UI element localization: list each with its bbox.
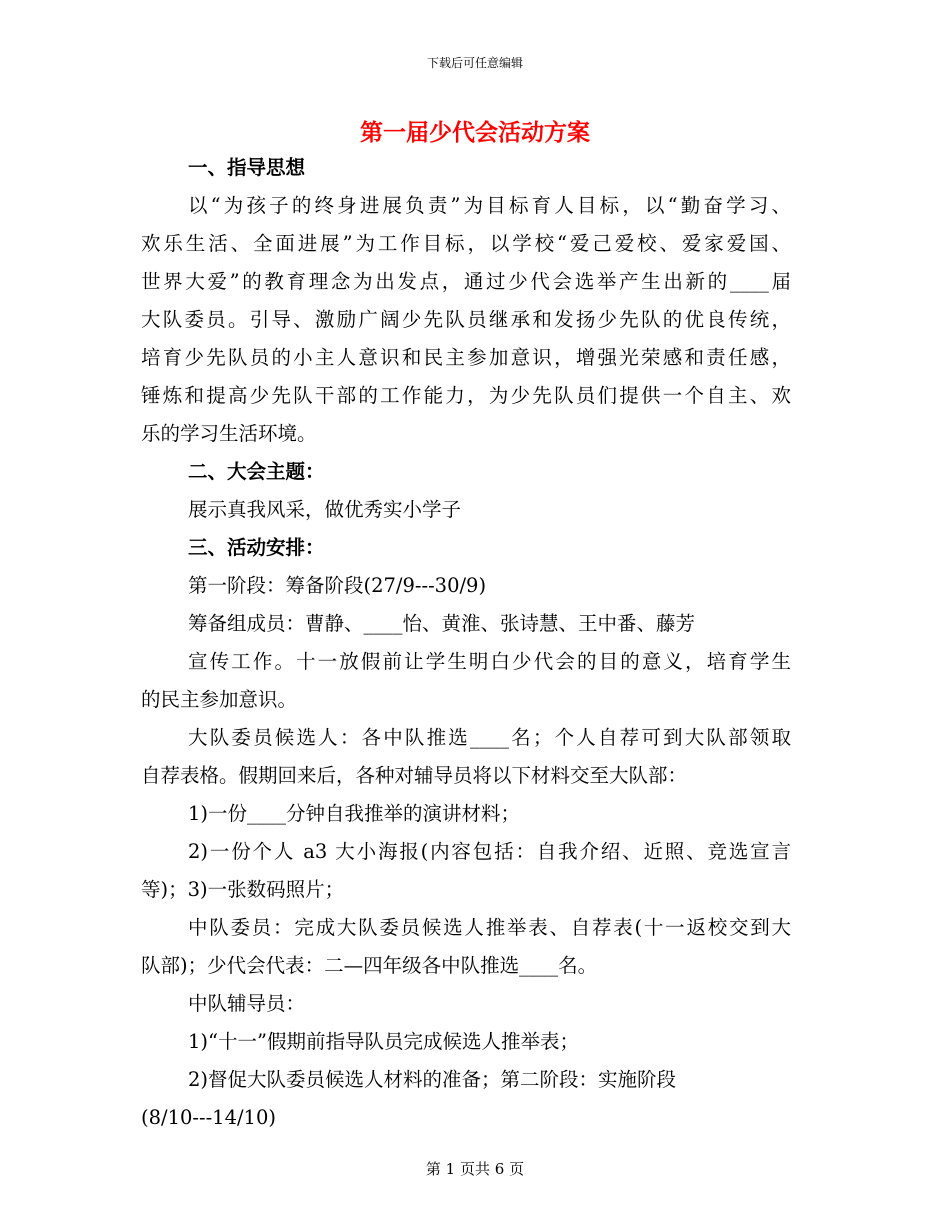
- paragraph-line: (8/10---14/10): [141, 1106, 276, 1129]
- paragraph-line: 锤炼和提高少先队干部的工作能力，为少先队员们提供一个自主、欢: [141, 384, 791, 407]
- section-heading: 三、活动安排：: [188, 536, 325, 559]
- paragraph-line: 展示真我风采，做优秀实小学子: [188, 498, 462, 521]
- paragraph-line: 大队委员。引导、激励广阔少先队员继承和发扬少先队的优良传统，: [141, 308, 791, 331]
- paragraph-line: 筹备组成员：曹静、____怡、黄淮、张诗慧、王中番、藤芳: [188, 612, 696, 635]
- paragraph-line: 2)一份个人 a3 大小海报(内容包括：自我介绍、近照、竞选宣言: [188, 840, 791, 863]
- paragraph-line: 的民主参加意识。: [141, 688, 298, 711]
- paragraph-line: 1)“十一”假期前指导队员完成候选人推举表；: [188, 1030, 579, 1053]
- paragraph-line: 宣传工作。十一放假前让学生明白少代会的目的意义，培育学生: [188, 650, 791, 673]
- paragraph-line: 队部)；少代会代表：二—四年级各中队推选____名。: [141, 954, 598, 977]
- paragraph-line: 自荐表格。假期回来后，各种对辅导员将以下材料交至大队部：: [141, 764, 688, 787]
- document-title: 第一届少代会活动方案: [360, 120, 590, 146]
- paragraph-line: 中队委员：完成大队委员候选人推举表、自荐表(十一返校交到大: [188, 916, 791, 939]
- paragraph-line: 世界大爱”的教育理念为出发点，通过少代会选举产生出新的____届: [141, 270, 791, 293]
- paragraph-line: 欢乐生活、全面进展”为工作目标，以学校“爱己爱校、爱家爱国、: [141, 232, 791, 255]
- paragraph-line: 大队委员候选人：各中队推选____名；个人自荐可到大队部领取: [188, 726, 791, 749]
- paragraph-line: 1)一份____分钟自我推举的演讲材料；: [188, 802, 521, 825]
- page-footer: 第 1 页共 6 页: [425, 1160, 525, 1178]
- section-heading: 一、指导思想: [188, 156, 306, 179]
- section-heading: 二、大会主题：: [188, 460, 325, 483]
- paragraph-line: 乐的学习生活环境。: [141, 422, 317, 445]
- paragraph-line: 中队辅导员：: [188, 992, 306, 1015]
- paragraph-line: 等)；3)一张数码照片；: [141, 878, 345, 901]
- paragraph-line: 培育少先队员的小主人意识和民主参加意识，增强光荣感和责任感，: [141, 346, 791, 369]
- paragraph-line: 第一阶段：筹备阶段(27/9---30/9): [188, 574, 487, 597]
- paragraph-line: 2)督促大队委员候选人材料的准备；第二阶段：实施阶段: [188, 1068, 677, 1091]
- page-header: 下载后可任意编辑: [426, 56, 523, 70]
- paragraph-line: 以“为孩子的终身进展负责”为目标育人目标，以“勤奋学习、: [188, 194, 791, 217]
